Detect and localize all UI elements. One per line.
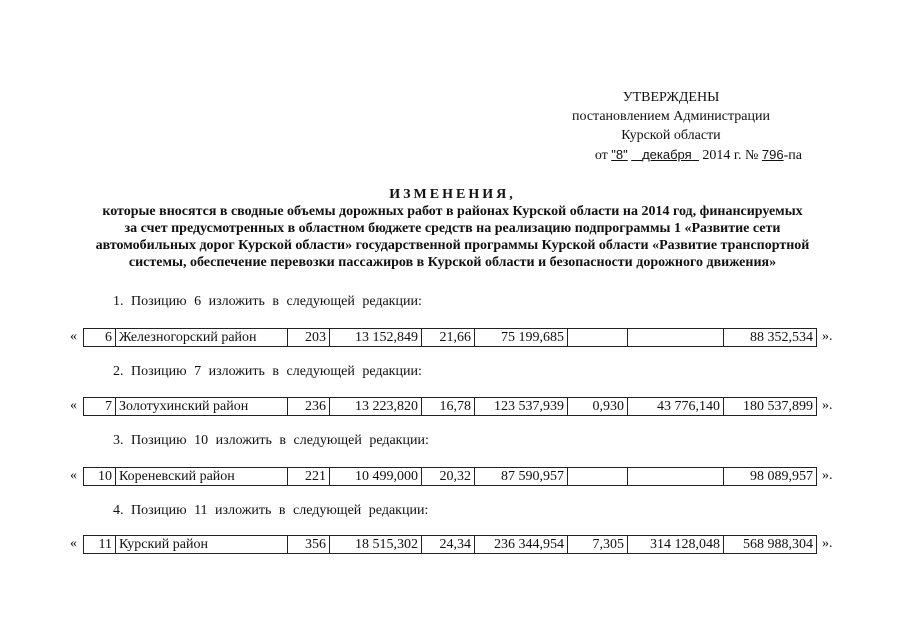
cell-col3: 203 [288, 329, 330, 346]
cell-col6: 75 199,685 [475, 329, 568, 346]
cell-col8 [628, 468, 724, 485]
cell-number: 6 [84, 329, 116, 346]
open-quote: « [70, 468, 77, 483]
cell-total: 88 352,534 [750, 330, 813, 345]
cell-col8: 43 776,140 [628, 398, 724, 415]
cell-col5: 21,66 [422, 329, 475, 346]
cell-col3: 356 [288, 536, 330, 553]
cell-col6: 236 344,954 [475, 536, 568, 553]
cell-col5: 20,32 [422, 468, 475, 485]
approval-resolution: постановлением Администрации [572, 109, 770, 124]
cell-col3: 236 [288, 398, 330, 415]
open-quote: « [70, 536, 77, 551]
approval-title: УТВЕРЖДЕНЫ [622, 90, 720, 105]
close-quote: ». [822, 536, 833, 551]
instruction-2: 2. Позицию 7 изложить в следующей редакции: [113, 364, 422, 379]
row-cells [83, 328, 817, 347]
cell-col4: 18 515,302 [330, 536, 422, 553]
close-quote: ». [822, 329, 833, 344]
doc-number: 796 [761, 147, 784, 162]
document-heading [40, 186, 865, 271]
cell-col4: 10 499,000 [330, 468, 422, 485]
cell-col6: 123 537,939 [475, 398, 568, 415]
date-year: 2014 г. № [702, 148, 759, 163]
heading-title: ИЗМЕНЕНИЯ, [389, 187, 516, 202]
cell-col6: 87 590,957 [475, 468, 568, 485]
date-prefix: от [594, 148, 608, 163]
cell-col3: 221 [288, 468, 330, 485]
cell-number: 10 [84, 468, 116, 485]
instruction-3: 3. Позицию 10 изложить в следующей редакции: [113, 433, 429, 448]
heading-line-3: автомобильных дорог Курской области» государственной программы Курской области «Развитие транспортной [95, 238, 810, 253]
doc-suffix: -па [783, 148, 802, 163]
cell-col4: 13 223,820 [330, 398, 422, 415]
cell-total: 180 537,899 [743, 399, 813, 414]
instruction-1: 1. Позицию 6 изложить в следующей редакции: [113, 294, 422, 309]
cell-col7 [568, 329, 628, 346]
heading-line-2: за счет предусмотренных в областном бюджете средств на реализацию подпрограммы 1 «Развитие сети [124, 221, 781, 236]
cell-col8 [628, 329, 724, 346]
date-month [631, 147, 699, 162]
open-quote: « [70, 398, 77, 413]
approval-stamp [540, 88, 802, 165]
cell-number: 11 [84, 536, 116, 553]
row-cells [83, 467, 817, 486]
close-quote: ». [822, 398, 833, 413]
cell-col5: 16,78 [422, 398, 475, 415]
cell-col7 [568, 468, 628, 485]
open-quote: « [70, 329, 77, 344]
cell-district: Железногорский район [116, 329, 288, 346]
date-month-text: декабря [642, 147, 692, 162]
row-cells [83, 397, 817, 416]
heading-line-1: которые вносятся в сводные объемы дорожных работ в районах Курской области на 2014 год, финансируемых [102, 204, 803, 219]
cell-total: 98 089,957 [750, 469, 813, 484]
cell-district: Курский район [116, 536, 288, 553]
cell-district: Золотухинский район [116, 398, 288, 415]
cell-col7: 7,305 [568, 536, 628, 553]
cell-number: 7 [84, 398, 116, 415]
date-day: "8" [611, 147, 628, 162]
approval-region: Курской области [621, 128, 721, 143]
close-quote: ». [822, 468, 833, 483]
heading-line-4: системы, обеспечение перевозки пассажиров в Курской области и безопасности дорожного движения» [128, 255, 777, 270]
cell-col8: 314 128,048 [628, 536, 724, 553]
cell-col4: 13 152,849 [330, 329, 422, 346]
cell-col7: 0,930 [568, 398, 628, 415]
cell-district: Кореневский район [116, 468, 288, 485]
instruction-4: 4. Позицию 11 изложить в следующей редакции: [113, 503, 429, 518]
approval-date-line [540, 145, 802, 165]
row-cells [83, 535, 817, 554]
cell-total: 568 988,304 [743, 537, 813, 552]
cell-col5: 24,34 [422, 536, 475, 553]
